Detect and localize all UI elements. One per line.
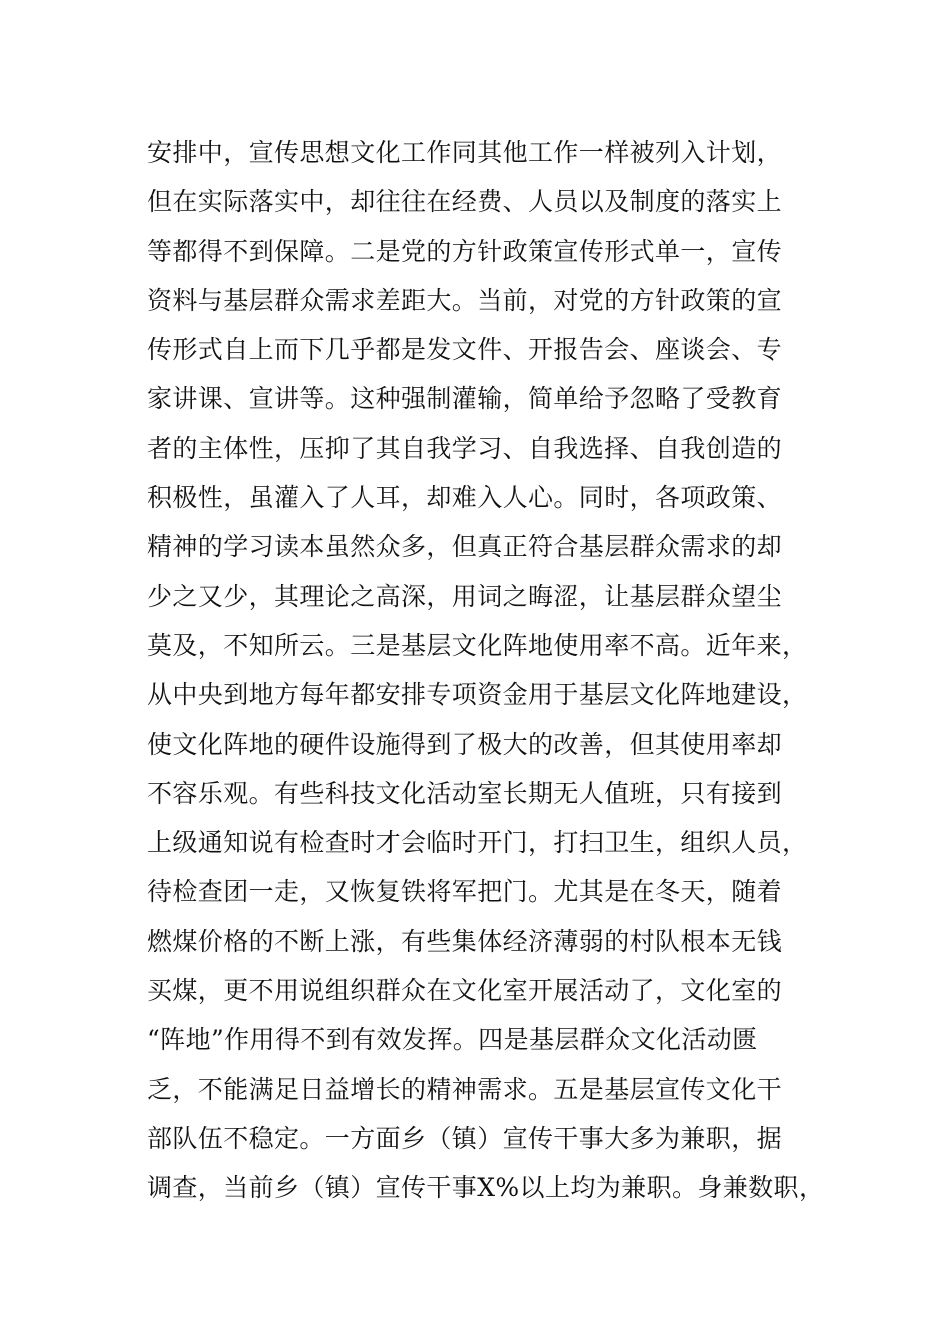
text-line: 少之又少，其理论之高深，用词之晦涩，让基层群众望尘 bbox=[147, 581, 783, 611]
text-line: 但在实际落实中，却往往在经费、人员以及制度的落实上 bbox=[147, 187, 783, 217]
text-line: 积极性，虽灌入了人耳，却难入人心。同时，各项政策、 bbox=[147, 483, 783, 513]
text-line: 家讲课、宣讲等。这种强制灌输，简单给予忽略了受教育 bbox=[147, 384, 783, 414]
text-line: 买煤，更不用说组织群众在文化室开展活动了，文化室的 bbox=[147, 976, 783, 1006]
text-line: 等都得不到保障。二是党的方针政策宣传形式单一，宣传 bbox=[147, 236, 783, 266]
text-line: 者的主体性，压抑了其自我学习、自我选择、自我创造的 bbox=[147, 433, 783, 463]
text-line: 上级通知说有检查时才会临时开门，打扫卫生，组织人员， bbox=[147, 828, 808, 858]
text-line: 精神的学习读本虽然众多，但真正符合基层群众需求的却 bbox=[147, 532, 783, 562]
text-line: 安排中，宣传思想文化工作同其他工作一样被列入计划， bbox=[147, 138, 783, 167]
text-line: 部队伍不稳定。一方面乡（镇）宣传干事大多为兼职，据 bbox=[147, 1123, 783, 1153]
text-line: 乏，不能满足日益增长的精神需求。五是基层宣传文化干 bbox=[147, 1074, 783, 1104]
text-line: 调查，当前乡（镇）宣传干事X%以上均为兼职。身兼数职， bbox=[147, 1173, 825, 1203]
text-line: “阵地”作用得不到有效发挥。四是基层群众文化活动匮 bbox=[147, 1025, 758, 1055]
text-line: 从中央到地方每年都安排专项资金用于基层文化阵地建设， bbox=[147, 680, 808, 710]
text-line: 不容乐观。有些科技文化活动室长期无人值班，只有接到 bbox=[147, 778, 783, 808]
text-line: 使文化阵地的硬件设施得到了极大的改善，但其使用率却 bbox=[147, 729, 783, 759]
body-text bbox=[147, 128, 825, 1213]
text-line: 燃煤价格的不断上涨，有些集体经济薄弱的村队根本无钱 bbox=[147, 926, 783, 956]
text-line: 待检查团一走，又恢复铁将军把门。尤其是在冬天，随着 bbox=[147, 877, 783, 907]
text-line: 资料与基层群众需求差距大。当前，对党的方针政策的宣 bbox=[147, 285, 783, 315]
text-line: 传形式自上而下几乎都是发文件、开报告会、座谈会、专 bbox=[147, 335, 783, 365]
text-line: 莫及，不知所云。三是基层文化阵地使用率不高。近年来， bbox=[147, 630, 808, 660]
